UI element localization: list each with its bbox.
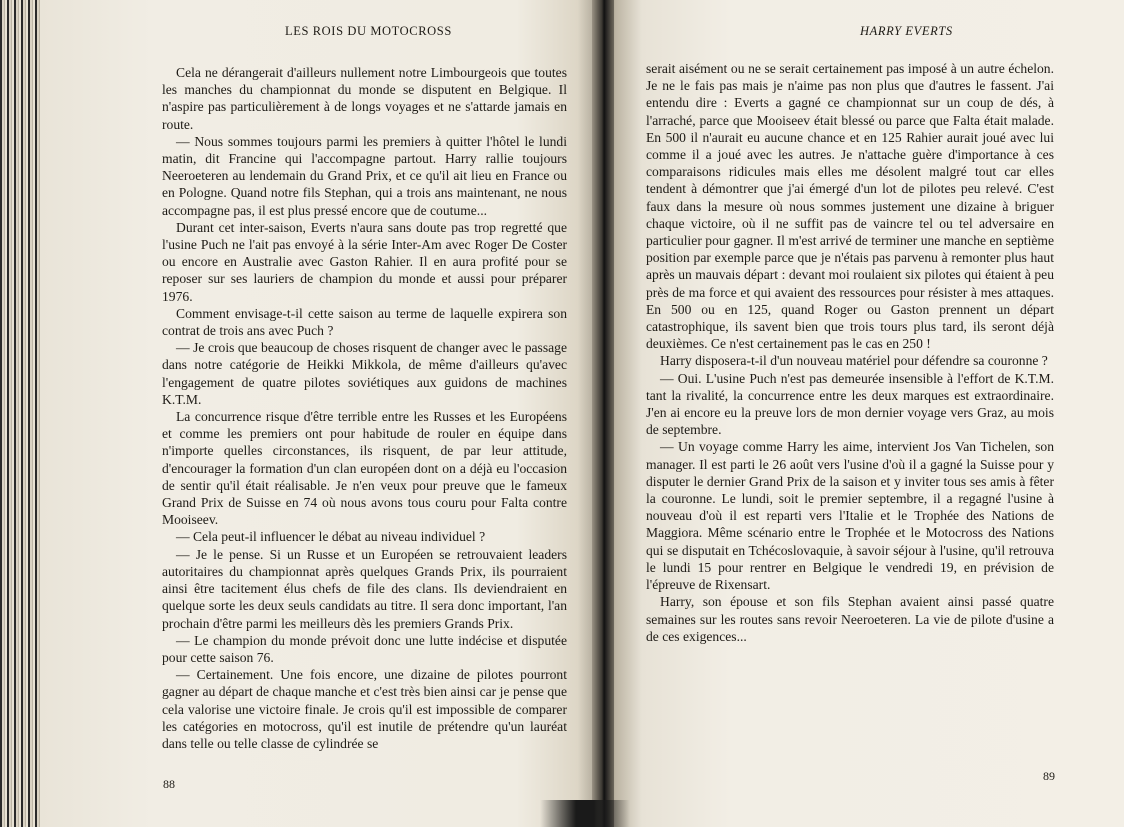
page-number: 88 bbox=[163, 777, 175, 791]
paragraph: Harry, son épouse et son fils Stephan avaient ainsi passé quatre semaines sur les routes sans revoir Neeroeteren. La vie de pilote d'usine a de ces exigences... bbox=[646, 594, 1054, 644]
paragraph: — Le champion du monde prévoit donc une lutte indécise et disputée pour cette saison 76. bbox=[162, 632, 567, 665]
book-spine-shadow bbox=[540, 800, 630, 827]
book-gutter bbox=[592, 0, 614, 827]
running-head: LES ROIS DU MOTOCROSS bbox=[285, 24, 452, 38]
paragraph: Harry disposera-t-il d'un nouveau matériel pour défendre sa couronne ? bbox=[660, 353, 1048, 369]
paragraph: — Oui. L'usine Puch n'est pas demeurée insensible à l'effort de K.T.M. tant la rivalité, la concurrence entre les deux marques est extraordinaire. J'en ai encore eu la preuve lors de mon dernier voyage vers Graz, au mois de septembre. bbox=[646, 370, 1054, 438]
left-page bbox=[40, 0, 600, 827]
page-number: 89 bbox=[1043, 769, 1055, 783]
body-text bbox=[162, 64, 567, 752]
paragraph: — Cela peut-il influencer le débat au niveau individuel ? bbox=[176, 529, 486, 545]
paragraph: — Je crois que beaucoup de choses risquent de changer avec le passage dans notre catégorie de Heikki Mikkola, de même d'ailleurs qu'avec l'engagement de quatre pilotes soviétiques aux guidons de machines K.T.M. bbox=[162, 340, 567, 407]
body-text bbox=[646, 60, 1054, 645]
right-page bbox=[600, 0, 1124, 827]
paragraph: Cela ne dérangerait d'ailleurs nullement notre Limbourgeois que toutes les manches du championnat du monde se disputent en Belgique. Il n'aspire pas particulièrement à de longs voyages et ne s'attarde jamais en route. bbox=[162, 65, 567, 132]
paragraph: Comment envisage-t-il cette saison au terme de laquelle expirera son contrat de trois ans avec Puch ? bbox=[162, 305, 567, 339]
paragraph: — Certainement. Une fois encore, une dizaine de pilotes pourront gagner au départ de chaque manche et c'est très bien ainsi car je pense que cela valorise une victoire finale. Je crois qu'il est impossible de comparer les catégories en motocross, qu'il est inutile de prétendre qu'un lauréat dans telle ou telle classe de cylindrée se bbox=[162, 667, 567, 751]
paragraph: serait aisément ou ne se serait certainement pas imposé à un autre échelon. Je ne le fais pas mais je n'aime pas non plus que d'autres le fassent. J'ai entendu dire : Everts a gagné ce championnat sur un coup de dés, à l'arraché, parce que Mooiseev était blessé ou parce que Falta était malade. En 500 il n'aurait eu aucune chance et en 125 Rahier aurait joué avec lui comme il a joué avec les autres. Je n'attache guère d'importance à ces comparaisons ridicules mais elles me désolent malgré tout car elles tendent à démontrer que j'ai émergé d'un lot de pilotes peu relevé. C'est faux dans la mesure où nous sommes justement une dizaine à briguer chaque victoire, où il ne suffit pas de vaincre tel ou tel adversaire en particulier pour gagner. Il m'est arrivé de terminer une manche en septième position par exemple parce que je n'étais pas parvenu à remonter plus haut après un mauvais départ : devant moi roulaient six pilotes qui étaient à peu près de ma force et qui avaient des ressources pour résister à mes attaques. En 500 ou en 125, quand Roger ou Gaston prennent un départ catastrophique, ils savent bien que trois tours plus tard, ils seront déjà deuxièmes. Ce n'est certainement pas le cas en 250 ! bbox=[646, 61, 1054, 352]
paragraph: La concurrence risque d'être terrible entre les Russes et les Européens et comme les premiers ont pour habitude de rouler en équipe dans n'importe quelles circonstances, ils risquent, de par leur attitude, d'encourager la formation d'un clan européen dont on a déjà eu l'occasion de sentir qu'il était réalisable. Je n'en veux pour preuve que le fameux Grand Prix de Suisse en 74 où nous avons tous couru pour Falta contre Mooiseev. bbox=[162, 409, 567, 528]
book-page-edges bbox=[0, 0, 40, 827]
paragraph: Durant cet inter-saison, Everts n'aura sans doute pas trop regretté que l'usine Puch ne l'ait pas envoyé à la série Inter-Am avec Roger De Coster ou encore en Australie avec Gaston Rahier. Il en aura profité pour se reposer sur ses lauriers de champion du monde et aussi pour préparer 1976. bbox=[162, 219, 567, 304]
paragraph: — Un voyage comme Harry les aime, intervient Jos Van Tichelen, son manager. Il est parti le 26 août vers l'usine d'où il a gagné la Suisse pour y disputer le dernier Grand Prix de la saison et y inviter tous ses amis à fêter la couronne. Le lundi, soit le premier septembre, il a regagné l'usine à nouveau d'où il est reparti vers l'Italie et le Trophée des Nations de Maggiora. Même scénario entre le Trophée et le Motocross des Nations qui se disputait en Tchécoslovaquie, à savoir séjour à l'usine, qu'il retrouva le lundi 15 pour rentrer en Belgique le vendredi 19, en prévision de l'épreuve de Rixensart. bbox=[646, 439, 1054, 593]
paragraph: — Nous sommes toujours parmi les premiers à quitter l'hôtel le lundi matin, dit Francine qui l'accompagne partout. Harry rallie toujours Neeroeteren au lendemain du Grand Prix, et ce qu'il ait lieu en France ou en Pologne. Quand notre fils Stephan, qui a trois ans maintenant, ne nous accompagne pas, il est plus pressé encore que de coutume... bbox=[162, 133, 567, 218]
running-head: HARRY EVERTS bbox=[860, 24, 953, 38]
paragraph: — Je le pense. Si un Russe et un Européen se retrouvaient leaders autoritaires du championnat après quelques Grands Prix, ils pourraient ainsi être tacitement élus chefs de file des clans. Ils deviendraient en quelque sorte les deux seuls candidats au titre. Il sera donc important, l'an prochain d'être parmi les meilleurs dès les premiers Grands Prix. bbox=[162, 546, 567, 631]
